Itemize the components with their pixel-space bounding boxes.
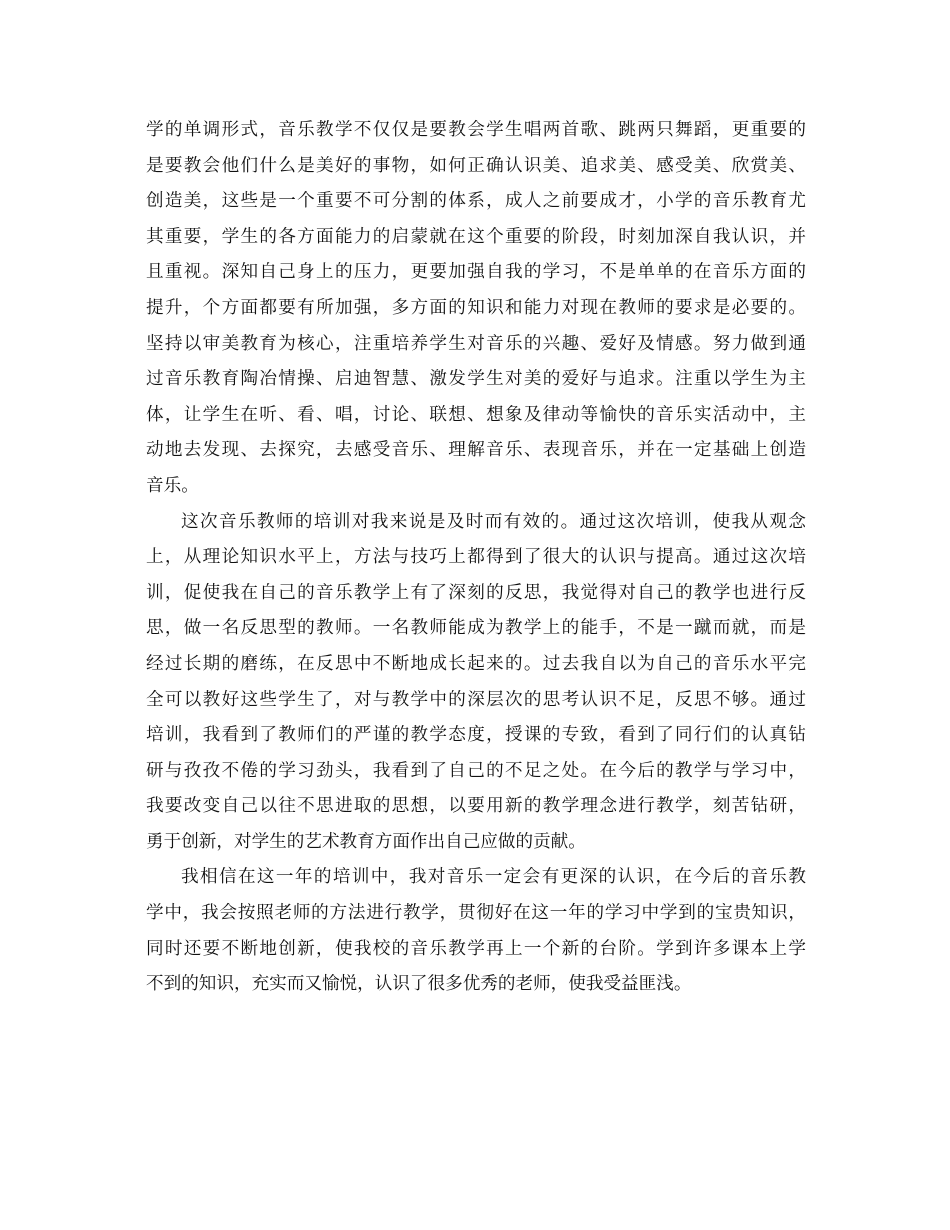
text-line: 不到的知识，充实而又愉悦，认识了很多优秀的老师，使我受益匪浅。 (146, 974, 692, 995)
text-line: 学中，我会按照老师的方法进行教学，贯彻好在这一年的学习中学到的宝贵知识， (146, 903, 806, 924)
text-line: 音乐。 (146, 475, 199, 496)
paragraph-1 (146, 113, 806, 505)
text-line: 勇于创新，对学生的艺术教育方面作出自己应做的贡献。 (146, 831, 586, 852)
paragraph-3 (146, 860, 806, 1002)
text-line: 全可以教好这些学生了，对与教学中的深层次的思考认识不足，反思不够。通过 (146, 689, 806, 710)
text-line: 学的单调形式，音乐教学不仅仅是要教会学生唱两首歌、跳两只舞蹈，更重要的 (146, 120, 806, 140)
text-line: 坚持以审美教育为核心，注重培养学生对音乐的兴趣、爱好及情感。努力做到通 (146, 333, 806, 354)
text-line: 经过长期的磨练，在反思中不断地成长起来的。过去我自以为自己的音乐水平完 (146, 653, 806, 674)
text-line: 研与孜孜不倦的学习劲头，我看到了自己的不足之处。在今后的教学与学习中， (146, 760, 806, 781)
text-line: 过音乐教育陶冶情操、启迪智慧、激发学生对美的爱好与追求。注重以学生为主 (146, 369, 806, 390)
text-line: 提升，个方面都要有所加强，多方面的知识和能力对现在教师的要求是必要的。 (146, 297, 806, 318)
text-line: 同时还要不断地创新，使我校的音乐教学再上一个新的台阶。学到许多课本上学 (146, 938, 806, 959)
text-line: 体，让学生在听、看、唱，讨论、联想、想象及律动等愉快的音乐实活动中，主 (146, 404, 806, 425)
text-line: 且重视。深知自己身上的压力，更要加强自我的学习，不是单单的在音乐方面的 (146, 262, 806, 283)
text-line: 上，从理论知识水平上，方法与技巧上都得到了很大的认识与提高。通过这次培 (146, 547, 806, 568)
text-line: 创造美，这些是一个重要不可分割的体系，成人之前要成才，小学的音乐教育尤 (146, 191, 806, 212)
text-line: 我相信在这一年的培训中，我对音乐一定会有更深的认识，在今后的音乐教 (181, 867, 806, 888)
text-line: 培训，我看到了教师们的严谨的教学态度，授课的专致，看到了同行们的认真钻 (146, 725, 806, 746)
text-line: 动地去发现、去探究，去感受音乐、理解音乐、表现音乐，并在一定基础上创造 (146, 440, 806, 461)
text-line: 我要改变自己以往不思进取的思想，以要用新的教学理念进行教学，刻苦钻研， (146, 796, 806, 817)
text-line: 是要教会他们什么是美好的事物，如何正确认识美、追求美、感受美、欣赏美、 (146, 155, 806, 176)
text-line: 这次音乐教师的培训对我来说是及时而有效的。通过这次培训，使我从观念 (181, 511, 806, 532)
paragraph-2 (146, 505, 806, 861)
document-body (146, 113, 806, 1003)
text-line: 思，做一名反思型的教师。一名教师能成为教学上的能手，不是一蹴而就，而是 (146, 618, 806, 639)
text-line: 其重要，学生的各方面能力的启蒙就在这个重要的阶段，时刻加深自我认识，并 (146, 226, 806, 247)
text-line: 训，促使我在自己的音乐教学上有了深刻的反思，我觉得对自己的教学也进行反 (146, 582, 806, 603)
